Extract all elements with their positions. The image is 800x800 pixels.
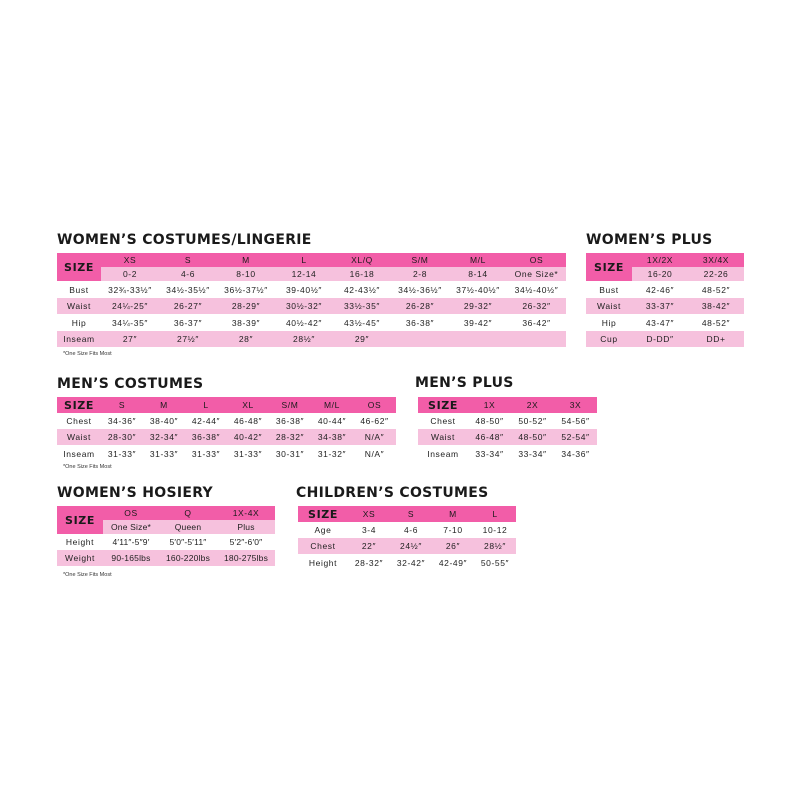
table-cell: 28-29″ (231, 301, 261, 311)
table-cell: 27½″ (177, 334, 199, 344)
table-cell: 180-275lbs (223, 553, 269, 563)
table-cell: 31-33″ (233, 448, 263, 459)
table-cell: 5′0″-5′11″ (169, 537, 207, 547)
table-cell: DD+ (706, 334, 726, 344)
table-cell (507, 331, 566, 347)
table-cell: 48-52″ (701, 317, 731, 328)
womens-costumes-title: WOMEN’S COSTUMES/LINGERIE (57, 232, 312, 248)
table-cell: 33-34″ (518, 448, 547, 459)
table-cell: 40-42″ (233, 432, 263, 442)
size-row (418, 397, 597, 413)
row-label: Inseam (427, 448, 459, 459)
table-cell: 50-55″ (480, 557, 510, 568)
size-header: S (407, 509, 415, 519)
table-row (586, 314, 744, 331)
size-header: 2X (526, 400, 539, 410)
table-cell: 28″ (238, 334, 254, 344)
table-cell: 10-12 (482, 525, 508, 535)
row-label: Waist (597, 301, 621, 311)
size-header: S (184, 255, 192, 265)
table-cell: 42-43½″ (343, 284, 381, 295)
size-header: S (118, 400, 126, 410)
table-cell (391, 331, 449, 347)
table-cell: 4′11″-5″9′ (112, 537, 150, 547)
size-header: OS (124, 508, 138, 518)
table-cell: 38-42″ (701, 301, 731, 311)
numeric-size: 12-14 (291, 269, 317, 279)
table-cell: 29-32″ (463, 301, 493, 311)
table-row (57, 314, 566, 331)
size-header: L (492, 509, 498, 519)
size-header: XL/Q (351, 255, 373, 265)
size-header: OS (529, 255, 544, 265)
size-row (57, 506, 275, 520)
row-label: Height (65, 537, 95, 547)
subsize: One Size* (110, 522, 152, 532)
size-header: XS (362, 509, 376, 519)
table-row (57, 550, 275, 566)
table-row (298, 538, 516, 554)
numeric-size-row (57, 267, 566, 281)
table-cell: 38-40″ (149, 416, 179, 426)
mens-plus-table (418, 397, 597, 462)
table-cell: 34½-35½″ (166, 284, 210, 295)
table-cell: 34-36″ (561, 448, 590, 459)
table-cell: N/A″ (364, 432, 385, 442)
table-cell: 32¾-33½″ (108, 284, 152, 295)
size-header: L (203, 400, 209, 410)
table-row (57, 413, 396, 429)
size-header: OS (367, 400, 382, 410)
row-label: Chest (310, 541, 336, 551)
table-cell: 43-47″ (645, 317, 675, 328)
footnote: *One Size Fits Most (63, 351, 112, 357)
table-row (418, 413, 597, 429)
table-cell: 40-44″ (317, 416, 347, 426)
table-cell: 36-38″ (275, 416, 305, 426)
mens-costumes-table (57, 397, 396, 462)
row-label: Chest (430, 416, 456, 426)
childrens-costumes-table (298, 506, 516, 571)
row-label: Inseam (63, 448, 95, 459)
table-cell: 46-48″ (475, 432, 504, 442)
table-cell: 32-34″ (149, 432, 179, 442)
size-header: 3X (569, 400, 582, 410)
size-header: S/M (281, 400, 299, 410)
size-row (298, 506, 516, 522)
table-row (586, 331, 744, 347)
size-row (57, 253, 566, 267)
table-cell: N/A″ (364, 448, 385, 459)
womens-hosiery-title: WOMEN’S HOSIERY (57, 485, 213, 501)
row-label: Hip (601, 317, 617, 328)
womens-costumes-table (57, 253, 566, 347)
table-cell: 46-48″ (233, 416, 263, 426)
table-cell: 24¼-25″ (111, 301, 149, 311)
size-row (586, 253, 744, 267)
table-cell: 160-220lbs (165, 553, 211, 563)
womens-plus-title: WOMEN’S PLUS (586, 232, 713, 248)
table-cell: 36-38″ (405, 317, 435, 328)
row-label: Chest (66, 416, 92, 426)
size-header: Q (184, 508, 192, 518)
table-cell: 28-32″ (354, 557, 384, 568)
table-cell: 40½-42″ (285, 317, 323, 328)
table-cell: 42-46″ (645, 284, 675, 295)
table-cell: 34-38″ (317, 432, 347, 442)
size-header: XS (123, 255, 137, 265)
table-cell: 48-50″ (475, 416, 504, 426)
table-cell: 30½-32″ (285, 301, 323, 311)
row-label: Waist (67, 432, 91, 442)
table-cell: 52-54″ (561, 432, 590, 442)
row-label: Height (308, 557, 338, 568)
table-cell: 39-42″ (463, 317, 493, 328)
table-cell: 42-49″ (438, 557, 468, 568)
table-cell: 34¼-35″ (111, 317, 149, 328)
numeric-size: One Size* (514, 269, 559, 279)
table-cell: 7-10 (443, 525, 463, 535)
size-header: M/L (470, 255, 486, 265)
table-row (57, 429, 396, 445)
table-cell: 28-30″ (107, 432, 137, 442)
table-cell: 33½-35″ (343, 301, 381, 311)
table-cell: 34½-36½″ (398, 284, 442, 295)
size-header: 1X/2X (646, 255, 674, 265)
table-cell: 36-37″ (173, 317, 203, 328)
table-cell: 31-33″ (191, 448, 221, 459)
table-row (57, 534, 275, 550)
table-cell: 4-6 (403, 525, 419, 535)
table-cell: 26-32″ (522, 301, 551, 311)
table-cell: 34½-40½″ (514, 284, 559, 295)
numeric-size: 4-6 (180, 269, 196, 279)
size-header: 1X-4X (232, 508, 260, 518)
womens-hosiery-table (57, 506, 275, 566)
table-cell: 27″ (122, 334, 138, 344)
table-cell: 50-52″ (518, 416, 547, 426)
size-header: 3X/4X (702, 255, 730, 265)
table-cell: 31-33″ (107, 448, 137, 459)
table-cell: D-DD″ (646, 334, 674, 344)
numeric-size: 2-8 (412, 269, 428, 279)
table-row (57, 298, 566, 314)
table-cell: 36-42″ (522, 317, 551, 328)
table-cell: 38-39″ (231, 317, 261, 328)
table-cell: 33-34″ (475, 448, 504, 459)
childrens-costumes-title: CHILDREN’S COSTUMES (296, 485, 489, 501)
mens-plus-title: MEN’S PLUS (415, 375, 514, 391)
table-cell: 36½-37½″ (224, 284, 268, 295)
row-label: Weight (65, 553, 95, 563)
numeric-size: 8-10 (236, 269, 256, 279)
table-row (57, 445, 396, 462)
table-row (57, 331, 566, 347)
size-header: S/M (411, 255, 429, 265)
numeric-size: 8-14 (468, 269, 488, 279)
table-row (418, 429, 597, 445)
table-cell: 26″ (445, 541, 461, 551)
table-cell: 30-31″ (275, 448, 305, 459)
table-cell: 46-62″ (360, 416, 389, 426)
numeric-size: 22-26 (703, 269, 729, 279)
numeric-size: 16-18 (349, 269, 375, 279)
womens-plus-table (586, 253, 744, 347)
size-label: SIZE (428, 398, 458, 412)
table-cell: 3-4 (361, 525, 377, 535)
table-row (586, 281, 744, 298)
size-header: M/L (324, 400, 340, 410)
table-cell: 24½″ (400, 541, 422, 551)
table-cell: 54-56″ (561, 416, 590, 426)
table-cell (449, 331, 507, 347)
size-header: L (301, 255, 307, 265)
table-cell: 26-27″ (173, 301, 203, 311)
footnote: *One Size Fits Most (63, 464, 112, 470)
row-label: Age (314, 525, 332, 535)
row-label: Waist (431, 432, 455, 442)
table-cell: 90-165lbs (111, 553, 151, 563)
row-label: Bust (599, 284, 619, 295)
row-label: Waist (67, 301, 91, 311)
subsize: Plus (237, 522, 255, 532)
size-header: M (160, 400, 168, 410)
table-cell: 48-52″ (701, 284, 731, 295)
table-cell: 43½-45″ (343, 317, 381, 328)
size-header: M (449, 509, 457, 519)
row-label: Inseam (63, 334, 95, 344)
table-row (57, 281, 566, 298)
size-label: SIZE (64, 260, 94, 274)
table-cell: 42-44″ (191, 416, 221, 426)
size-row (57, 397, 396, 413)
table-cell: 37½-40½″ (456, 284, 500, 295)
table-cell: 34-36″ (107, 416, 137, 426)
row-label: Cup (600, 334, 618, 344)
table-row (298, 522, 516, 538)
size-label: SIZE (64, 398, 94, 412)
table-cell: 32-42″ (396, 557, 426, 568)
table-cell: 22″ (361, 541, 377, 551)
numeric-size: 0-2 (122, 269, 138, 279)
table-cell: 39-40½″ (285, 284, 323, 295)
table-cell: 28½″ (484, 541, 506, 551)
size-header: 1X (483, 400, 496, 410)
row-label: Hip (71, 317, 87, 328)
footnote: *One Size Fits Most (63, 572, 112, 578)
table-cell: 31-33″ (149, 448, 179, 459)
table-cell: 33-37″ (645, 301, 675, 311)
table-cell: 26-28″ (405, 301, 435, 311)
size-header: XL (242, 400, 254, 410)
row-label: Bust (69, 284, 89, 295)
table-cell: 28½″ (293, 334, 315, 344)
size-label: SIZE (594, 260, 624, 274)
table-cell: 28-32″ (275, 432, 305, 442)
size-label: SIZE (308, 507, 338, 521)
size-header: M (242, 255, 250, 265)
table-cell: 29″ (354, 334, 370, 344)
subsize: Queen (174, 522, 202, 532)
mens-costumes-title: MEN’S COSTUMES (57, 376, 204, 392)
table-row (418, 445, 597, 462)
table-cell: 48-50″ (518, 432, 547, 442)
table-cell: 36-38″ (191, 432, 221, 442)
numeric-size: 16-20 (647, 269, 673, 279)
size-label: SIZE (65, 513, 95, 527)
table-cell: 5′2″-6′0″ (229, 537, 263, 547)
table-cell: 31-32″ (317, 448, 347, 459)
table-row (586, 298, 744, 314)
table-row (298, 554, 516, 571)
